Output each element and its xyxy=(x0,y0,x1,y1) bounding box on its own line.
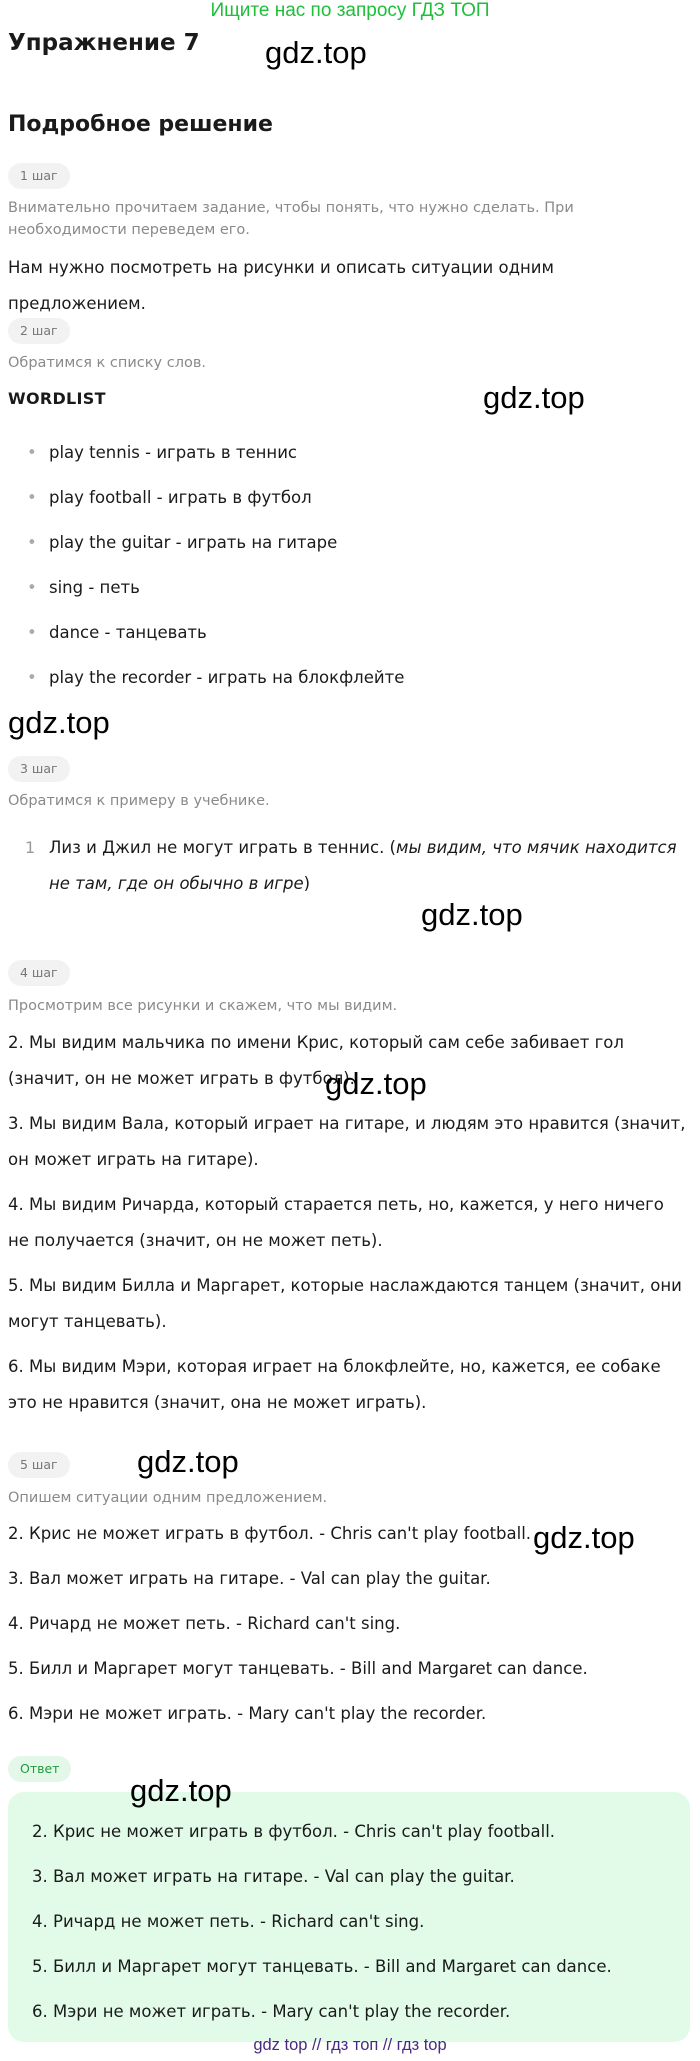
step-4-paragraph: 2. Мы видим мальчика по имени Крис, который сам себе забивает гол (значит, он не может играть в футбол). xyxy=(8,1033,624,1088)
example-number: 1 xyxy=(25,838,36,857)
wordlist-item: • play the guitar - играть на гитаре xyxy=(49,533,337,552)
watermark: gdz.top xyxy=(8,705,110,740)
footer-links[interactable]: gdz top // гдз топ // гдз top xyxy=(253,2036,447,2054)
watermark: gdz.top xyxy=(137,1444,239,1479)
step-3-hint: Обратимся к примеру в учебнике. xyxy=(8,793,270,809)
watermark: gdz.top xyxy=(483,380,585,415)
step-4-badge: 4 шаг xyxy=(8,960,70,986)
example-close: ) xyxy=(303,874,311,893)
answer-line: 2. Крис не может играть в футбол. - Chris can't play football. xyxy=(32,1822,556,1841)
step-5-line: 4. Ричард не может петь. - Richard can't sing. xyxy=(8,1614,401,1633)
wordlist-item: • play football - играть в футбол xyxy=(49,488,312,507)
step-5-line: 6. Мэри не может играть. - Mary can't play the recorder. xyxy=(8,1704,487,1723)
step-4-paragraph: 3. Мы видим Вала, который играет на гитаре, и людям это нравится (значит, он может играть на гитаре). xyxy=(8,1114,686,1169)
example-main: Лиз и Джил не могут играть в теннис. ( xyxy=(49,838,396,857)
answer-line: 6. Мэри не может играть. - Mary can't play the recorder. xyxy=(32,2002,511,2021)
step-1-text: Нам нужно посмотреть на рисунки и описать ситуации одним предложением. xyxy=(8,258,554,313)
step-4-paragraph: 4. Мы видим Ричарда, который старается петь, но, кажется, у него ничего не получается (значит, он не может петь). xyxy=(8,1195,664,1250)
step-5-badge: 5 шаг xyxy=(8,1452,70,1478)
watermark: gdz.top xyxy=(421,897,523,932)
wordlist-item: • play tennis - играть в теннис xyxy=(49,443,297,462)
answer-line: 4. Ричард не может петь. - Richard can't sing. xyxy=(32,1912,425,1931)
step-5-line: 3. Вал может играть на гитаре. - Val can play the guitar. xyxy=(8,1569,491,1588)
step-2-hint: Обратимся к списку слов. xyxy=(8,355,206,371)
step-4-paragraph: 5. Мы видим Билла и Маргарет, которые наслаждаются танцем (значит, они могут танцевать). xyxy=(8,1276,682,1331)
answer-line: 5. Билл и Маргарет могут танцевать. - Bill and Margaret can dance. xyxy=(32,1957,612,1976)
step-3-badge: 3 шаг xyxy=(8,756,70,782)
step-5-hint: Опишем ситуации одним предложением. xyxy=(8,1490,328,1506)
watermark: gdz.top xyxy=(130,1773,232,1808)
step-5-line: 5. Билл и Маргарет могут танцевать. - Bill and Margaret can dance. xyxy=(8,1659,588,1678)
step-4-paragraph: 6. Мы видим Мэри, которая играет на блокфлейте, но, кажется, ее собаке это не нравится (значит, она не может играть). xyxy=(8,1357,661,1412)
step-2-badge: 2 шаг xyxy=(8,318,70,344)
wordlist-item: • dance - танцевать xyxy=(49,623,207,642)
watermark: gdz.top xyxy=(265,35,367,70)
search-banner[interactable]: Ищите нас по запросу ГДЗ ТОП xyxy=(210,0,490,21)
section-title: Подробное решение xyxy=(8,112,273,137)
watermark: gdz.top xyxy=(533,1520,635,1555)
wordlist-item: • sing - петь xyxy=(49,578,140,597)
answer-badge: Ответ xyxy=(8,1756,71,1782)
step-1-badge: 1 шаг xyxy=(8,163,70,189)
wordlist-title: WORDLIST xyxy=(8,389,106,408)
example-note: мы видим, что мячик находится не там, где он обычно в игре xyxy=(49,838,677,893)
step-5-line: 2. Крис не может играть в футбол. - Chris can't play football. xyxy=(8,1524,532,1543)
step-4-hint: Просмотрим все рисунки и скажем, что мы видим. xyxy=(8,998,398,1014)
step-1-hint: Внимательно прочитаем задание, чтобы понять, что нужно сделать. При необходимости переведем его. xyxy=(8,200,574,238)
wordlist-item: • play the recorder - играть на блокфлейте xyxy=(49,668,404,687)
watermark: gdz.top xyxy=(325,1066,427,1101)
example-text xyxy=(49,830,689,902)
page-title: Упражнение 7 xyxy=(8,30,200,56)
answer-line: 3. Вал может играть на гитаре. - Val can play the guitar. xyxy=(32,1867,515,1886)
